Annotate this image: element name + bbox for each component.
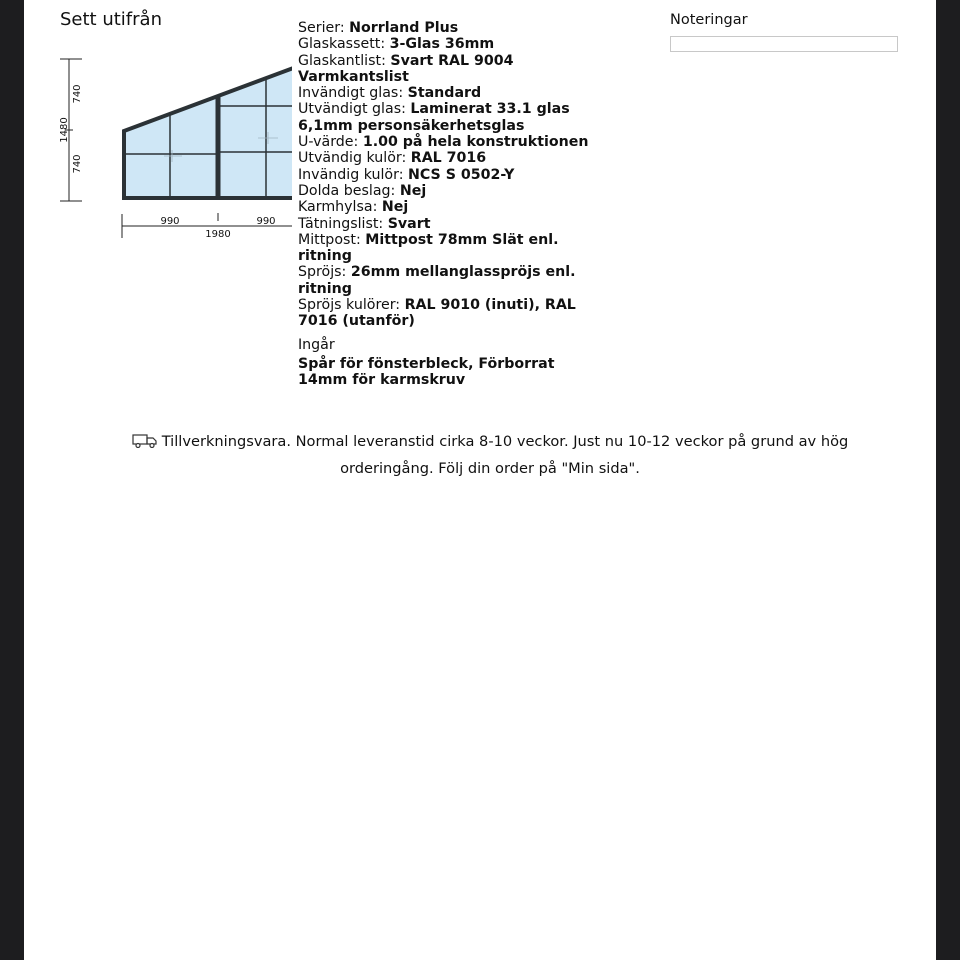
spec-value: Standard xyxy=(407,85,482,102)
spec-label: Invändig kulör: xyxy=(298,166,408,183)
dim-height-top: 740 xyxy=(72,84,83,104)
dim-width-total: 1980 xyxy=(205,229,231,240)
spec-row xyxy=(298,36,598,52)
spec-label: Glaskantlist: xyxy=(298,52,391,69)
truck-icon xyxy=(132,434,158,448)
spec-row xyxy=(298,101,598,134)
notes-label: Noteringar xyxy=(670,12,748,28)
spec-row xyxy=(298,183,598,199)
notes-input[interactable] xyxy=(670,36,898,52)
dim-width-left: 990 xyxy=(160,216,180,227)
spec-label: Tätningslist: xyxy=(298,215,388,232)
spec-value: Svart xyxy=(387,215,431,232)
spec-label: Serier: xyxy=(298,20,350,36)
spec-label: Spröjs kulörer: xyxy=(298,297,405,314)
spec-row xyxy=(298,232,598,265)
spec-row xyxy=(298,20,598,36)
spec-value: NCS S 0502-Y xyxy=(408,166,515,183)
spec-value: Mittpost 78mm Slät enl. ritning xyxy=(298,231,559,265)
product-sheet xyxy=(24,0,936,960)
dim-height-bottom: 740 xyxy=(72,154,83,174)
spec-label: Dolda beslag: xyxy=(298,182,400,199)
spec-row xyxy=(298,53,598,86)
spec-row xyxy=(298,150,598,166)
delivery-notice xyxy=(100,428,880,482)
spec-row xyxy=(298,167,598,183)
spec-row xyxy=(298,264,598,297)
spec-label: Spröjs: xyxy=(298,264,351,281)
spec-list xyxy=(298,20,598,388)
spec-row xyxy=(298,297,598,330)
included-value: Spår för fönsterbleck, Förborrat 14mm för karmskruv xyxy=(298,355,555,388)
spec-value: Svart RAL 9004 Varmkantslist xyxy=(298,52,514,85)
spec-row xyxy=(298,134,598,150)
spec-value: RAL 7016 xyxy=(410,150,487,167)
spec-label: Mittpost: xyxy=(298,231,366,248)
spec-value: 3-Glas 36mm xyxy=(389,36,495,53)
spec-label: Karmhylsa: xyxy=(298,199,382,216)
spec-value: 1.00 på hela konstruktionen xyxy=(362,134,589,151)
dim-height-total: 1480 xyxy=(59,117,70,143)
spec-label: Invändigt glas: xyxy=(298,85,408,102)
spec-value: RAL 9010 (inuti), RAL 7016 (utanför) xyxy=(298,297,576,330)
spec-value: Nej xyxy=(399,182,427,199)
window-drawing xyxy=(52,50,292,250)
delivery-text: Tillverkningsvara. Normal leveranstid cirka 8-10 veckor. Just nu 10-12 veckor på grund av hög orderingång. Följ din order på "Min sida". xyxy=(161,433,849,477)
included-label: Ingår xyxy=(298,336,335,353)
spec-value: Norrland Plus xyxy=(349,20,459,36)
spec-row xyxy=(298,85,598,101)
spec-value: Nej xyxy=(381,199,409,216)
spec-row xyxy=(298,199,598,215)
spec-label: U-värde: xyxy=(298,134,363,151)
view-title: Sett utifrån xyxy=(60,9,162,30)
spec-value: Laminerat 33.1 glas 6,1mm personsäkerhetsglas xyxy=(298,101,570,134)
spec-label: Utvändig kulör: xyxy=(298,150,411,167)
window-glass xyxy=(124,61,292,198)
spec-label: Utvändigt glas: xyxy=(298,101,411,118)
spec-row xyxy=(298,216,598,232)
spec-label: Glaskassett: xyxy=(298,36,390,53)
dim-width-right: 990 xyxy=(256,216,276,227)
spec-value: 26mm mellanglasspröjs enl. ritning xyxy=(298,264,576,297)
